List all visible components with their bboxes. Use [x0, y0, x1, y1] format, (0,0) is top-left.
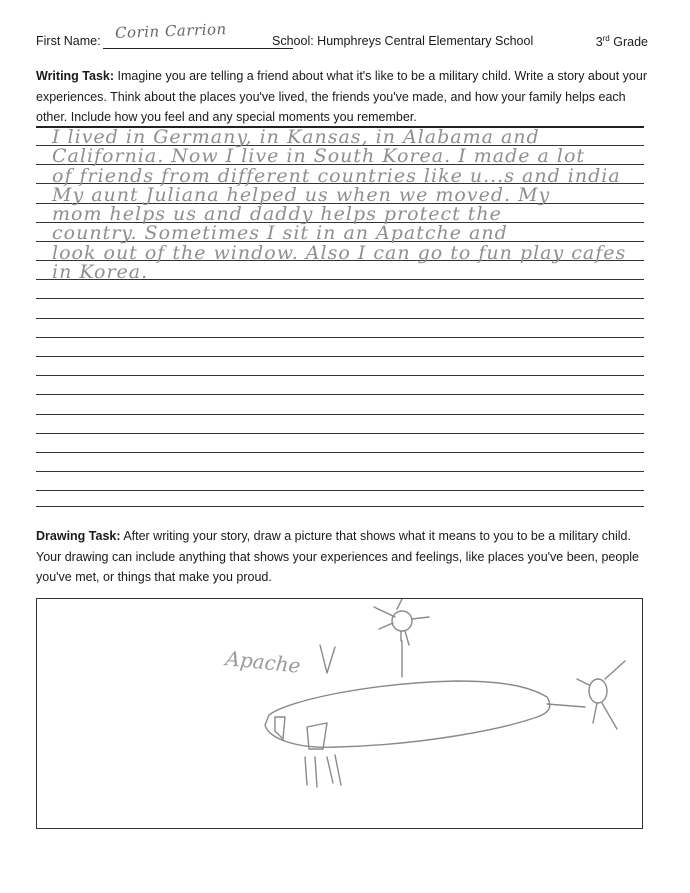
story-line: mom helps us and daddy helps protect the: [52, 203, 502, 226]
side-window-sketch: [307, 723, 327, 749]
tail-sketch: [547, 704, 585, 707]
arrow-sketch: [320, 645, 335, 673]
story-line: I lived in Germany, in Kansas, in Alabama and: [52, 126, 540, 148]
writing-rule: [36, 298, 644, 299]
story-line: of friends from different countries like u...s and india: [52, 164, 621, 187]
writing-rule: [36, 394, 644, 395]
drawing-task-label: Drawing Task:: [36, 529, 121, 543]
writing-rule: [36, 318, 644, 319]
first-name-value: Corin Carrion: [114, 20, 227, 42]
writing-task-text: Imagine you are telling a friend about what it's like to be a military child. Write a story about your experiences. Think about the places you've lived, the friends you've made, and how your family helps each other. Include how you feel and any special moments you remember.: [36, 69, 647, 124]
writing-rule: [36, 414, 644, 415]
drawing-area[interactable]: [36, 598, 643, 829]
front-window-sketch: [275, 717, 285, 739]
story-line: My aunt Juliana helped us when we moved. My: [52, 183, 551, 206]
rotor-hub-sketch: [392, 611, 412, 631]
story-line: California. Now I live in South Korea. I made a lot: [52, 145, 586, 168]
school-name: School: Humphreys Central Elementary School: [272, 34, 534, 48]
grade-number: 3: [595, 35, 603, 49]
header: [36, 20, 648, 56]
writing-rule: [36, 433, 644, 434]
tail-rotor-lines-sketch: [577, 661, 625, 729]
story-line: in Korea.: [52, 261, 149, 284]
story-line: look out of the window. Also I can go to fun play cafes: [52, 241, 627, 264]
grade: [596, 34, 648, 49]
landing-gear-sketch: [305, 755, 341, 787]
writing-rule: [36, 490, 644, 491]
grade-suffix: rd: [602, 34, 610, 43]
tail-rotor-sketch: [589, 679, 607, 703]
writing-rule: [36, 337, 644, 338]
helicopter-drawing: [37, 599, 644, 830]
drawing-task-text: After writing your story, draw a picture that shows what it means to you to be a military child. Your drawing can include anything that shows your experiences and feelings, like places you've been, people you've met, or things that make you proud.: [36, 529, 640, 584]
story-line: country. Sometimes I sit in an Apatche and: [52, 222, 508, 245]
writing-rule: [36, 471, 644, 472]
first-name-field[interactable]: [103, 20, 293, 49]
writing-rule: [36, 356, 644, 357]
first-name-label: First Name:: [36, 34, 101, 48]
handwritten-story: [52, 128, 632, 282]
writing-task-instructions: [36, 66, 648, 128]
writing-task-label: Writing Task:: [36, 69, 115, 83]
grade-word: Grade: [613, 35, 648, 49]
writing-rule: [36, 375, 644, 376]
writing-rule: [36, 452, 644, 453]
drawing-label: Apache: [224, 646, 302, 678]
drawing-task-instructions: [36, 526, 648, 588]
writing-rule: [36, 506, 644, 507]
